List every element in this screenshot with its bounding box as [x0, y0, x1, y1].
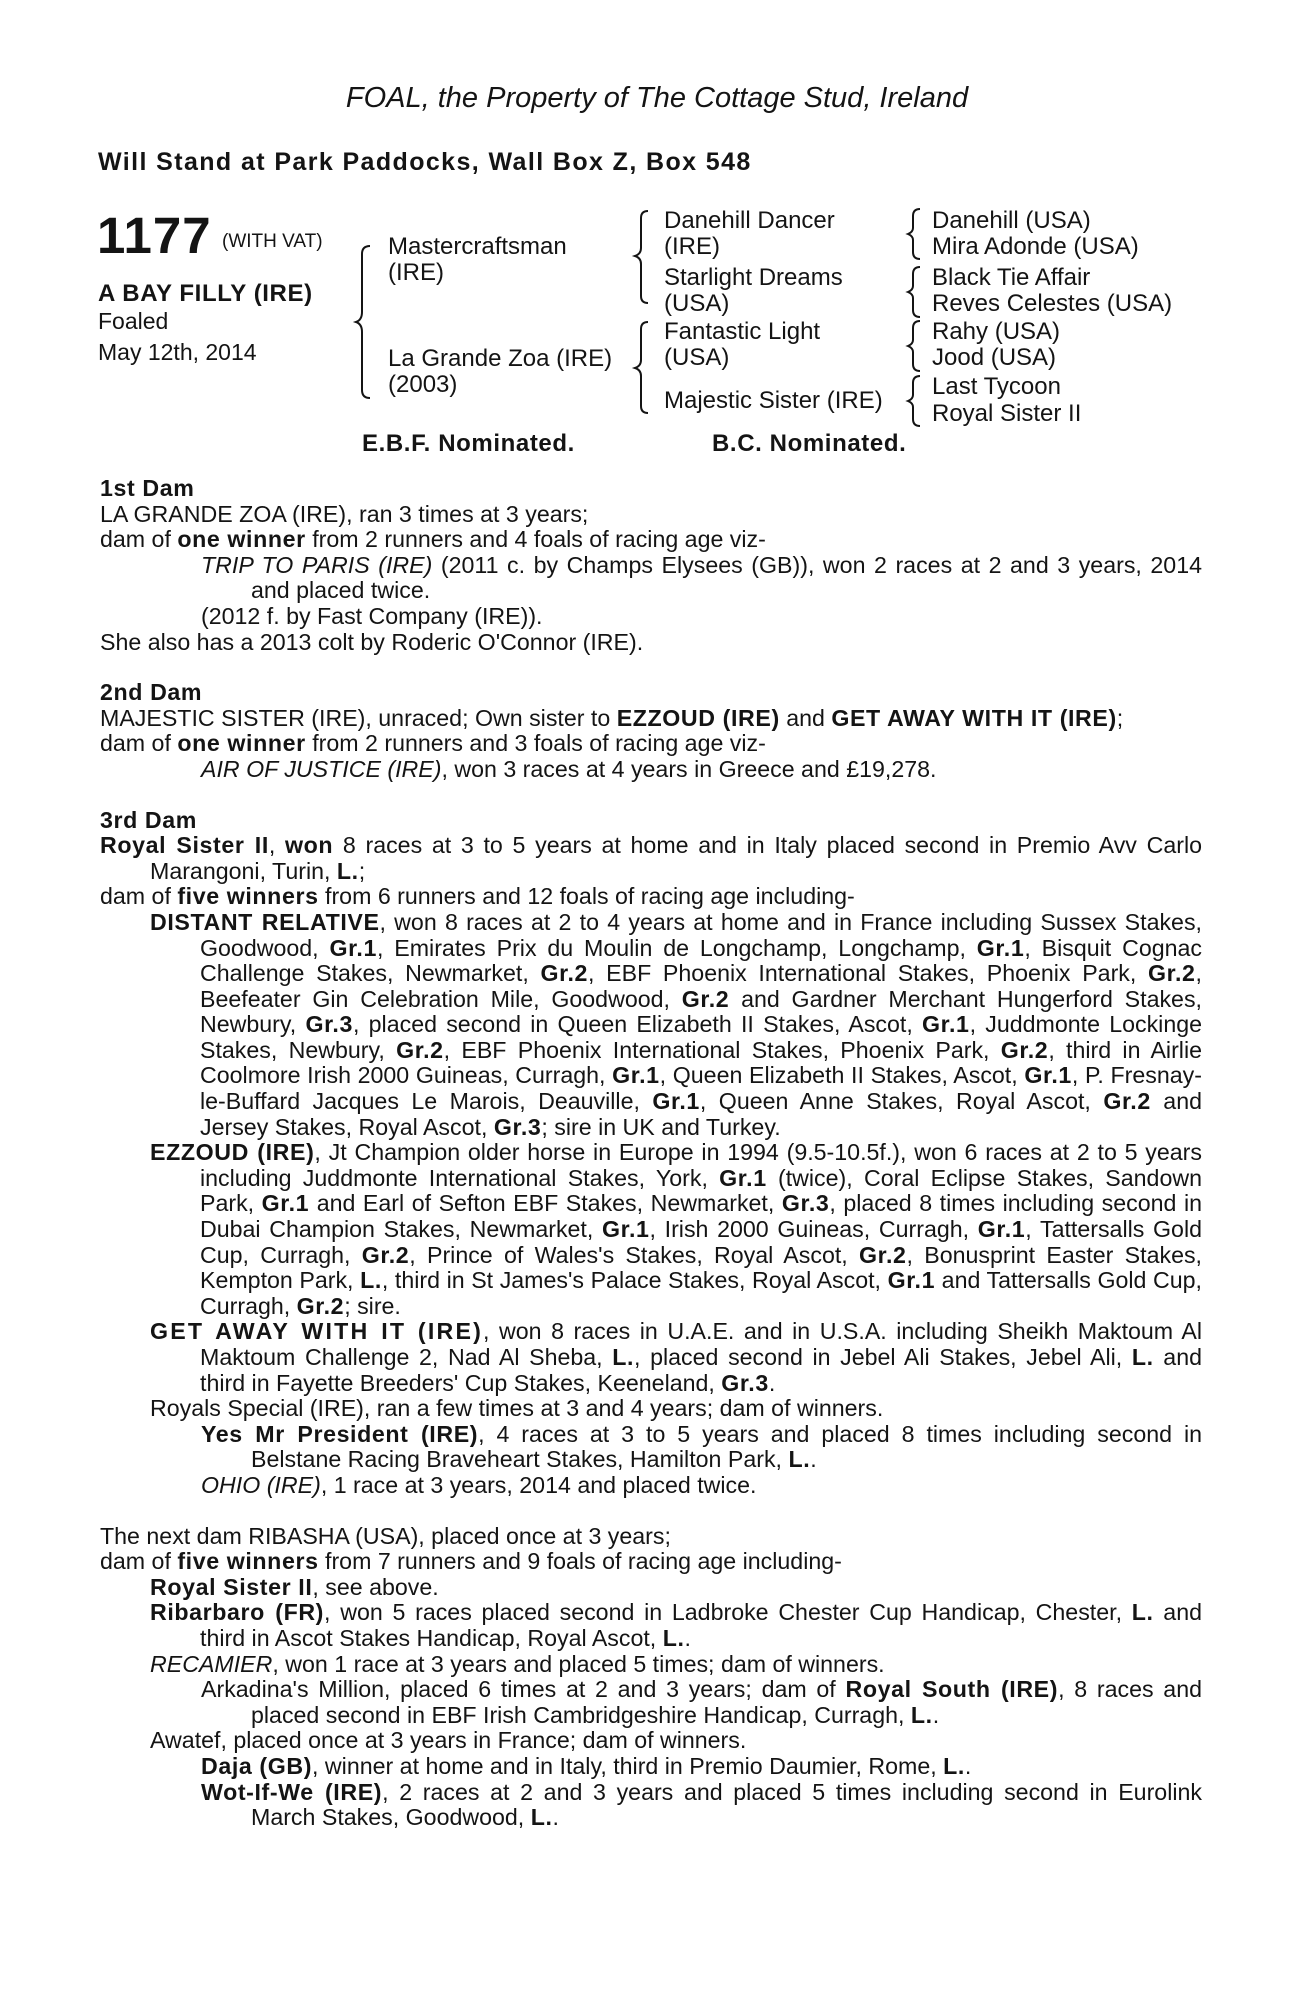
pedigree-g3: Black Tie Affair	[932, 264, 1091, 291]
section-heading: 1st Dam	[100, 475, 195, 501]
progeny-entry: EZZOUD (IRE), Jt Champion older horse in Europe in 1994 (9.5-10.5f.), won 6 races at 2 to 5 years including Juddmonte International Stakes, York, Gr.1 (twice), Coral Eclipse Stakes, Sandown Park, Gr.1 and Earl of Sefton EBF Stakes, Newmarket, Gr.3, placed 8 times including second in Dubai Champion Stakes, Newmarket, Gr.1, Irish 2000 Guineas, Curragh, Gr.1, Tattersalls Gold Cup, Curragh, Gr.2, Prince of Wales's Stakes, Royal Ascot, Gr.2, Bonusprint Easter Stakes, Kempton Park, L., third in St James's Palace Stakes, Royal Ascot, Gr.1 and Tattersalls Gold Cup, Curragh, Gr.2; sire.	[150, 1139, 1203, 1319]
pedigree-bracket-dam	[634, 318, 654, 418]
second-dam-section	[0, 680, 1314, 782]
dam-line: Royal Sister II, won 8 races at 3 to 5 years at home and in Italy placed second in Premio Avv Carlo Marangoni, Turin, L.;	[100, 832, 1202, 884]
grand-progeny-entry: Wot-If-We (IRE), 2 races at 2 and 3 years and placed 5 times including second in Eurolink March Stakes, Goodwood, L..	[201, 1778, 1202, 1831]
pedigree-dam-dam: Majestic Sister (IRE)	[664, 387, 883, 414]
dam-line: The next dam RIBASHA (USA), placed once at 3 years;	[100, 1522, 671, 1549]
pedigree-bracket-first	[356, 242, 376, 402]
pedigree-sire: Mastercraftsman (IRE)	[388, 233, 567, 286]
dam-note: She also has a 2013 colt by Roderic O'Connor (IRE).	[100, 628, 644, 655]
first-dam-section	[0, 476, 1314, 655]
catalogue-body	[0, 476, 1314, 1831]
next-dam-section	[0, 1524, 1314, 1831]
pedigree-sire-sire: Danehill Dancer (IRE)	[664, 207, 835, 260]
progeny-entry: GET AWAY WITH IT (IRE), won 8 races in U.A.E. and in U.S.A. including Sheikh Maktoum Al Maktoum Challenge 2, Nad Al Sheba, L., placed second in Jebel Ali Stakes, Jebel Ali, L. and third in Fayette Breeders' Cup Stakes, Keeneland, Gr.3.	[150, 1318, 1202, 1396]
dam-record: dam of one winner from 2 runners and 3 foals of racing age viz-	[100, 730, 766, 757]
pedigree-bracket-g1	[906, 206, 926, 262]
pedigree-dam: La Grande Zoa (IRE) (2003)	[388, 345, 613, 398]
section-heading: 3rd Dam	[100, 806, 197, 833]
dam-record: dam of five winners from 6 runners and 12 foals of racing age including-	[100, 883, 855, 910]
dam-line: MAJESTIC SISTER (IRE), unraced; Own sister to EZZOUD (IRE) and GET AWAY WITH IT (IRE);	[100, 704, 1124, 731]
grand-progeny-entry: Daja (GB), winner at home and in Italy, third in Premio Daumier, Rome, L..	[201, 1752, 972, 1779]
dam-record: dam of one winner from 2 runners and 4 foals of racing age viz-	[100, 526, 766, 553]
pedigree-g2: Mira Adonde (USA)	[932, 233, 1139, 260]
pedigree-dam-sire: Fantastic Light (USA)	[664, 318, 821, 371]
pedigree-bracket-sire	[634, 208, 654, 308]
page-title: FOAL, the Property of The Cottage Stud, Ireland	[345, 82, 969, 114]
lot-number: 1177	[97, 207, 212, 264]
section-heading: 2nd Dam	[100, 679, 203, 706]
progeny-entry: Ribarbaro (FR), won 5 races placed second in Ladbroke Chester Cup Handicap, Chester, L. and third in Ascot Stakes Handicap, Royal Ascot, L..	[150, 1599, 1202, 1651]
dam-record: dam of five winners from 7 runners and 9 foals of racing age including-	[100, 1548, 842, 1575]
pedigree-g5: Rahy (USA)	[932, 318, 1061, 345]
horse-name: A BAY FILLY (IRE)	[98, 280, 313, 307]
bc-nominated: B.C. Nominated.	[712, 430, 907, 457]
stand-location: Will Stand at Park Paddocks, Wall Box Z, Box 548	[98, 148, 752, 176]
foaled-date: May 12th, 2014	[98, 339, 257, 365]
pedigree-sire-dam: Starlight Dreams (USA)	[664, 264, 843, 317]
dam-line: LA GRANDE ZOA (IRE), ran 3 times at 3 years;	[100, 500, 589, 527]
progeny-entry: TRIP TO PARIS (IRE) (2011 c. by Champs Elysees (GB)), won 2 races at 2 and 3 years, 2014 and placed twice.	[201, 551, 1202, 604]
grand-progeny-entry: OHIO (IRE), 1 race at 3 years, 2014 and placed twice.	[201, 1471, 757, 1498]
progeny-entry: (2012 f. by Fast Company (IRE)).	[201, 602, 543, 629]
pedigree-g4: Reves Celestes (USA)	[932, 290, 1173, 317]
pedigree-g7: Last Tycoon	[932, 373, 1061, 400]
grand-progeny-entry: Yes Mr President (IRE), 4 races at 3 to 5 years and placed 8 times including second in Belstane Racing Braveheart Stakes, Hamilton Park, L..	[201, 1420, 1202, 1473]
pedigree-bracket-g2	[906, 264, 926, 320]
pedigree-g8: Royal Sister II	[932, 400, 1082, 427]
progeny-entry: Awatef, placed once at 3 years in France; dam of winners.	[150, 1727, 747, 1754]
progeny-entry: DISTANT RELATIVE, won 8 races at 2 to 4 years at home and in France including Sussex Stakes, Goodwood, Gr.1, Emirates Prix du Moulin de Longchamp, Longchamp, Gr.1, Bisquit Cognac Challenge Stakes, Newmarket, Gr.2, EBF Phoenix International Stakes, Phoenix Park, Gr.2, Beefeater Gin Celebration Mile, Goodwood, Gr.2 and Gardner Merchant Hungerford Stakes, Newbury, Gr.3, placed second in Queen Elizabeth II Stakes, Ascot, Gr.1, Juddmonte Lockinge Stakes, Newbury, Gr.2, EBF Phoenix International Stakes, Phoenix Park, Gr.2, third in Airlie Coolmore Irish 2000 Guineas, Curragh, Gr.1, Queen Elizabeth II Stakes, Ascot, Gr.1, P. Fresnay-le-Buffard Jacques Le Marois, Deauville, Gr.1, Queen Anne Stakes, Royal Ascot, Gr.2 and Jersey Stakes, Royal Ascot, Gr.3; sire in UK and Turkey.	[150, 908, 1203, 1140]
pedigree-g6: Jood (USA)	[932, 344, 1057, 371]
progeny-entry: AIR OF JUSTICE (IRE), won 3 races at 4 years in Greece and £19,278.	[201, 755, 937, 782]
progeny-entry: Royal Sister II, see above.	[150, 1573, 439, 1600]
pedigree-g1: Danehill (USA)	[932, 207, 1091, 234]
grand-progeny-entry: Arkadina's Million, placed 6 times at 2 and 3 years; dam of Royal South (IRE), 8 races and placed second in EBF Irish Cambridgeshire Handicap, Curragh, L..	[201, 1676, 1202, 1728]
foaled-info	[98, 306, 318, 368]
ebf-nominated: E.B.F. Nominated.	[362, 430, 575, 457]
progeny-entry: RECAMIER, won 1 race at 3 years and placed 5 times; dam of winners.	[150, 1650, 885, 1677]
vat-note: (WITH VAT)	[222, 231, 323, 252]
foaled-label: Foaled	[98, 308, 169, 334]
progeny-entry: Royals Special (IRE), ran a few times at 3 and 4 years; dam of winners.	[150, 1395, 884, 1422]
pedigree-bracket-g3	[906, 318, 926, 374]
third-dam-section	[0, 808, 1314, 1499]
